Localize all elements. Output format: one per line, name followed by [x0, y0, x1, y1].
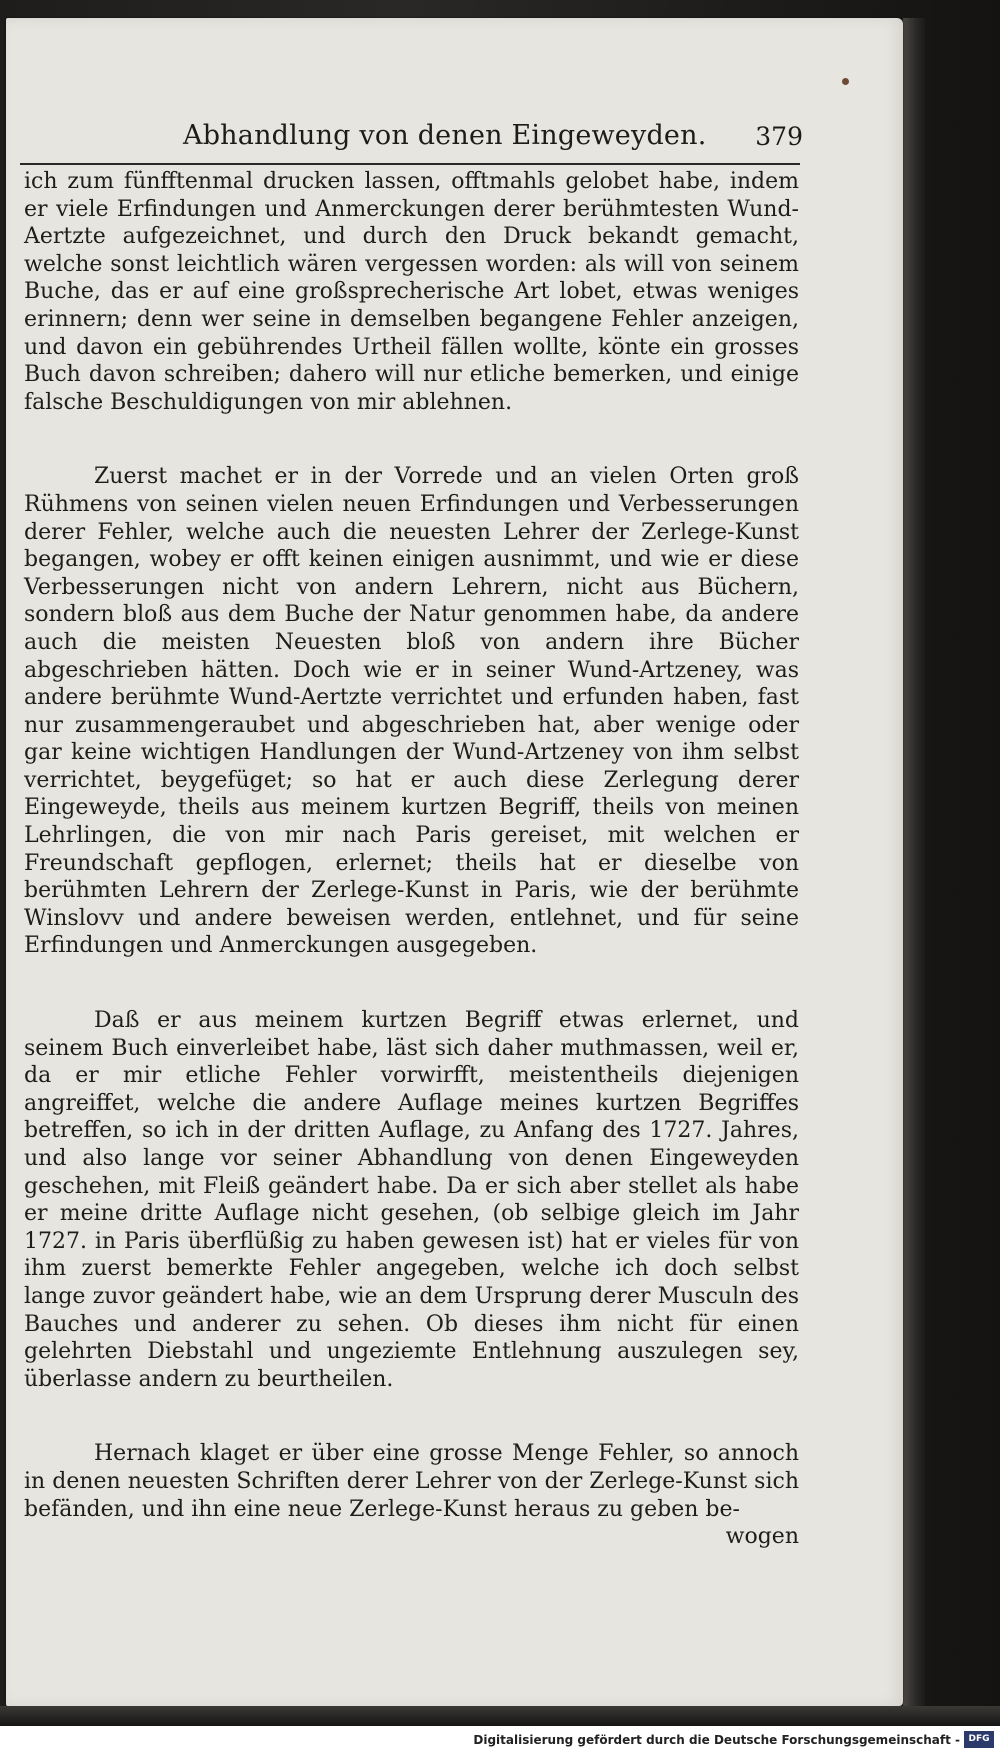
page-bottom-shadow — [0, 1706, 1000, 1726]
body-text — [24, 168, 799, 1551]
page-number: 379 — [755, 122, 803, 151]
catchword: wogen — [725, 1524, 799, 1550]
dfg-logo: DFG — [964, 1731, 994, 1748]
paragraph-continued: ich zum fünfftenmal drucken lassen, offtmahls gelobet habe, indem er viele Erfindungen und Anmerckungen derer berühmtesten Wund-Aertzte aufgezeichnet, und durch den Druck bekandt gemacht, welche sonst leichtlich wären vergessen worden: als will von seinem Buche, das er auf eine großsprecherische Art lobet, etwas weniges erinnern; denn wer seine in demselben begangene Fehler anzeigen, und davon ein gebührendes Urtheil fällen wollte, könte ein grosses Buch davon schreiben; dahero will nur etliche bemerken, und einige falsche Beschuldigungen von mir ablehnen. — [24, 169, 799, 415]
header-rule — [20, 163, 800, 165]
ink-spot — [842, 78, 849, 85]
running-title: Abhandlung von denen Eingeweyden. — [183, 120, 707, 151]
paragraph: Hernach klaget er über eine grosse Menge Fehler, so annoch in denen neuesten Schriften derer Lehrer von der Zerlege-Kunst sich befänden, und ihn eine neue Zerlege-Kunst heraus zu geben be- — [24, 1441, 799, 1522]
book-edge — [903, 18, 925, 1708]
page-header — [183, 120, 803, 154]
funding-credit: Digitalisierung gefördert durch die Deutsche Forschungsgemeinschaft - — [473, 1733, 960, 1747]
digitization-footer — [0, 1726, 1000, 1755]
paragraph: Zuerst machet er in der Vorrede und an vielen Orten groß Rühmens von seinen vielen neuen Erfindungen und Verbesserungen derer Fehler, welche auch die neuesten Lehrer der Zerlege-Kunst begangen, wobey er offt keinen einigen ausnimmt, und wie er diese Verbesserungen nicht von andern Lehrern, nicht aus Büchern, sondern bloß aus dem Buche der Natur genommen habe, da andere auch die meisten Neuesten bloß von andern ihre Bücher abgeschrieben hätten. Doch wie er in seiner Wund-Artzeney, was andere berühmte Wund-Aertzte verrichtet und erfunden haben, fast nur zusammengeraubet und abgeschrieben hat, aber wenige oder gar keine wichtigen Handlungen der Wund-Artzeney von ihm selbst verrichtet, beygefüget; so hat er auch diese Zerlegung derer Eingeweyde, theils aus meinem kurtzen Begriff, theils von meinen Lehrlingen, die von mir nach Paris gereiset, mit welchen er Freundschaft gepflogen, erlernet; theils hat er dieselbe von berühmten Lehrern der Zerlege-Kunst in Paris, wie der berühmte Winslovv und andere beweisen werden, entlehnet, und für seine Erfindungen und Anmerckungen ausgegeben. — [24, 464, 799, 959]
paragraph: Daß er aus meinem kurtzen Begriff etwas erlernet, und seinem Buch einverleibet habe, läst sich daher muthmassen, weil er, da er mir etliche Fehler vorwirfft, meistentheils diejenigen angreiffet, welche die andere Auflage meines kurtzen Begriffes betreffen, so ich in der dritten Auflage, zu Anfang des 1727. Jahres, und also lange vor seiner Abhandlung von denen Eingeweyden geschehen, mit Fleiß geändert habe. Da er sich aber stellet als habe er meine dritte Auflage nicht gesehen, (ob selbige gleich im Jahr 1727. in Paris überflüßig zu haben gewesen ist) hat er vieles für von ihm zuerst bemerkte Fehler angegeben, welche ich doch selbst lange zuvor geändert habe, wie an dem Ursprung derer Musculn des Bauches und anderer zu sehen. Ob dieses ihm nicht für einen gelehrten Diebstahl und ungeziemte Entlehnung auszulegen sey, überlasse andern zu beurtheilen. — [24, 1008, 799, 1392]
